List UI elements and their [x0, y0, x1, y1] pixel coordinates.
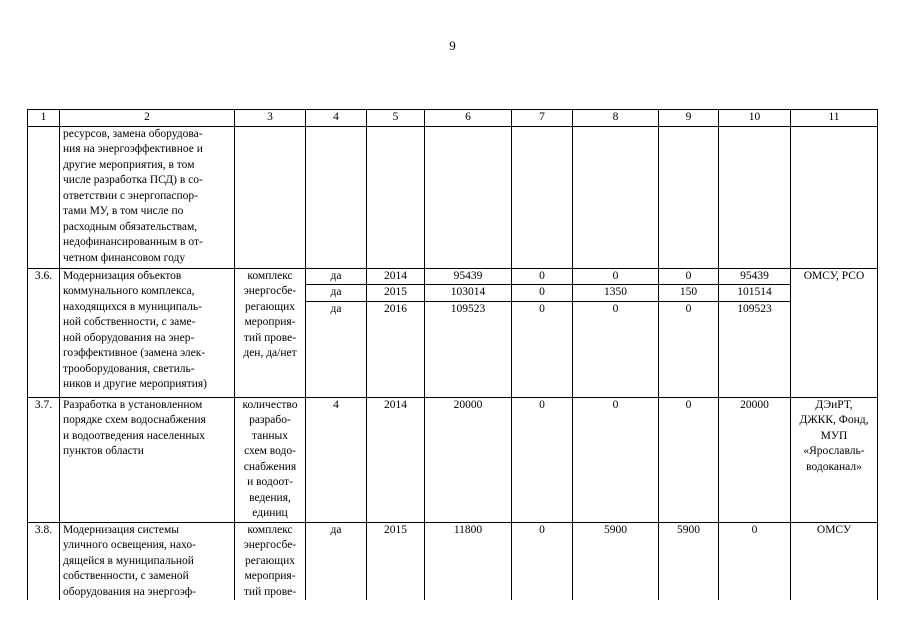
row-number: 3.7. [28, 397, 60, 522]
federal-amount: 0 [512, 301, 573, 397]
header-cell: 1 [28, 110, 60, 127]
federal-amount: 0 [512, 522, 573, 600]
indicator-text: комплекс энергосбе- регающих мероприя- тий прове- ден, да/нет [235, 268, 306, 397]
indicator-value: да [306, 301, 367, 397]
row-number: 3.6. [28, 268, 60, 397]
local-amount: 5900 [659, 522, 719, 600]
other-amount: 109523 [719, 301, 791, 397]
page-number: 9 [449, 38, 456, 53]
regional-amount: 5900 [573, 522, 659, 600]
indicator-value: да [306, 268, 367, 285]
indicator-text: комплекс энергосбе- регающих мероприя- тий прове- [243, 523, 297, 598]
header-cell: 2 [60, 110, 235, 127]
year: 2015 [367, 285, 425, 302]
continuation-text: ресурсов, замена оборудова- ния на энергоэффективное и другие мероприятия, в том числе разработка ПСД) в со- ответствии с энергопаспор- тами МУ, в том числе по расходным обязательствам, недофинансированным в от- четном финансовом году [60, 126, 235, 268]
regional-amount: 1350 [573, 285, 659, 302]
total-amount: 103014 [425, 285, 512, 302]
regional-amount: 0 [573, 268, 659, 285]
measure-title: Разработка в установленном порядке схем водоснабжения и водоотведения населенных пунктов области [60, 397, 235, 522]
header-cell: 7 [512, 110, 573, 127]
federal-amount: 0 [512, 285, 573, 302]
indicator-value: 4 [306, 397, 367, 522]
total-amount: 109523 [425, 301, 512, 397]
total-amount: 95439 [425, 268, 512, 285]
table-row [28, 397, 878, 522]
year: 2014 [367, 397, 425, 522]
header-cell: 8 [573, 110, 659, 127]
indicator-text: количество разрабо- танных схем водо- снабжения и водоот- ведения, единиц [235, 397, 306, 522]
executor: ДЭиРТ, ДЖКК, Фонд, МУП «Ярославль- водоканал» [791, 397, 878, 522]
year: 2014 [367, 268, 425, 285]
row-number: 3.8. [28, 522, 60, 600]
other-amount: 0 [719, 522, 791, 600]
total-amount: 11800 [425, 522, 512, 600]
other-amount: 95439 [719, 268, 791, 285]
header-cell: 10 [719, 110, 791, 127]
header-cell: 6 [425, 110, 512, 127]
indicator-text-cell [235, 522, 306, 600]
header-cell: 3 [235, 110, 306, 127]
header-cell: 9 [659, 110, 719, 127]
other-amount: 20000 [719, 397, 791, 522]
header-cell: 5 [367, 110, 425, 127]
federal-amount: 0 [512, 268, 573, 285]
executor: ОМСУ, РСО [791, 268, 878, 397]
measure-title-cell [60, 522, 235, 600]
local-amount: 0 [659, 301, 719, 397]
total-amount: 20000 [425, 397, 512, 522]
program-table [27, 109, 878, 600]
local-amount: 0 [659, 268, 719, 285]
table-row [28, 268, 878, 285]
other-amount: 101514 [719, 285, 791, 302]
year: 2016 [367, 301, 425, 397]
regional-amount: 0 [573, 301, 659, 397]
indicator-value: да [306, 285, 367, 302]
header-cell: 4 [306, 110, 367, 127]
measure-title: Модернизация системы уличного освещения, нахо- дящейся в муниципальной собственности, с заменой оборудования на энергоэф- [63, 523, 196, 598]
header-row [28, 110, 878, 127]
measure-title: Модернизация объектов коммунального комплекса, находящихся в муниципаль- ной собственности, с заме- ной оборудования на энер- гоэффективное (замена элек- трооборудования, светиль- ников и другие мероприятия) [60, 268, 235, 397]
local-amount: 150 [659, 285, 719, 302]
continuation-row [28, 126, 878, 268]
federal-amount: 0 [512, 397, 573, 522]
year: 2015 [367, 522, 425, 600]
header-cell: 11 [791, 110, 878, 127]
regional-amount: 0 [573, 397, 659, 522]
local-amount: 0 [659, 397, 719, 522]
table-row [28, 522, 878, 600]
indicator-value: да [306, 522, 367, 600]
executor: ОМСУ [791, 522, 878, 600]
